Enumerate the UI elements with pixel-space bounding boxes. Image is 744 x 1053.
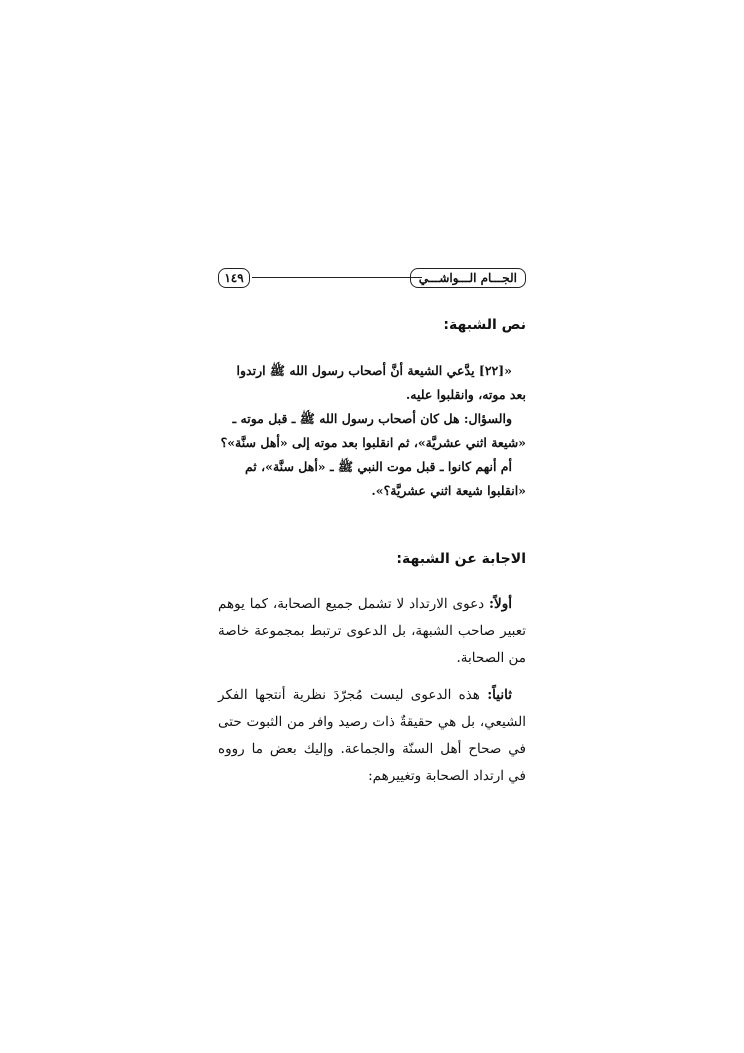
paragraph-lead-first: أولاً: — [489, 596, 512, 612]
answer-paragraph-second — [218, 682, 526, 790]
quote-line: «[٢٢] يدَّعي الشيعة أنَّ أصحاب رسول الله ﷺ ارتدوا — [236, 363, 512, 378]
doubt-quote — [218, 359, 526, 503]
paragraph-lead-second: ثانياً: — [487, 687, 512, 703]
section-heading-answer: الاجابة عن الشبهة: — [396, 551, 526, 567]
book-page — [218, 268, 526, 790]
answer-paragraph-first — [218, 591, 526, 672]
section-heading-doubt: نص الشبهة: — [443, 317, 526, 333]
page-header — [218, 268, 526, 290]
header-rule — [252, 277, 422, 278]
quote-line: والسؤال: هل كان أصحاب رسول الله ﷺ ـ قبل موته ـ — [232, 411, 512, 426]
paragraph-text-second: هذه الدعوى ليست مُجرّدَ نظرية أنتجها الفكر الشيعي، بل هي حقيقةٌ ذات رصيد وافر من الثبوت حتى في صحاح أهل السنّة والجماعة. وإليك بعض ما رووه في ارتداد الصحابة وتغييرهم: — [218, 687, 526, 784]
running-title: الجـــام الـــواشـــي — [410, 268, 526, 288]
quote-line: «شيعة اثني عشريَّة»، ثم انقلبوا بعد موته إلى «أهل سنَّة»؟ — [220, 435, 526, 450]
quote-line: بعد موته، وانقلبوا عليه. — [405, 387, 526, 402]
page-number: ١٤٩ — [218, 268, 250, 288]
paragraph-text-first: دعوى الارتداد لا تشمل جميع الصحابة، كما يوهم تعبير صاحب الشبهة، بل الدعوى ترتبط بمجموعة خاصة من الصحابة. — [218, 596, 526, 666]
quote-line: «انقلبوا شيعة اثني عشريَّة؟». — [371, 483, 526, 498]
quote-line: أم أنهم كانوا ـ قبل موت النبي ﷺ ـ «أهل سنَّة»، ثم — [244, 459, 512, 474]
